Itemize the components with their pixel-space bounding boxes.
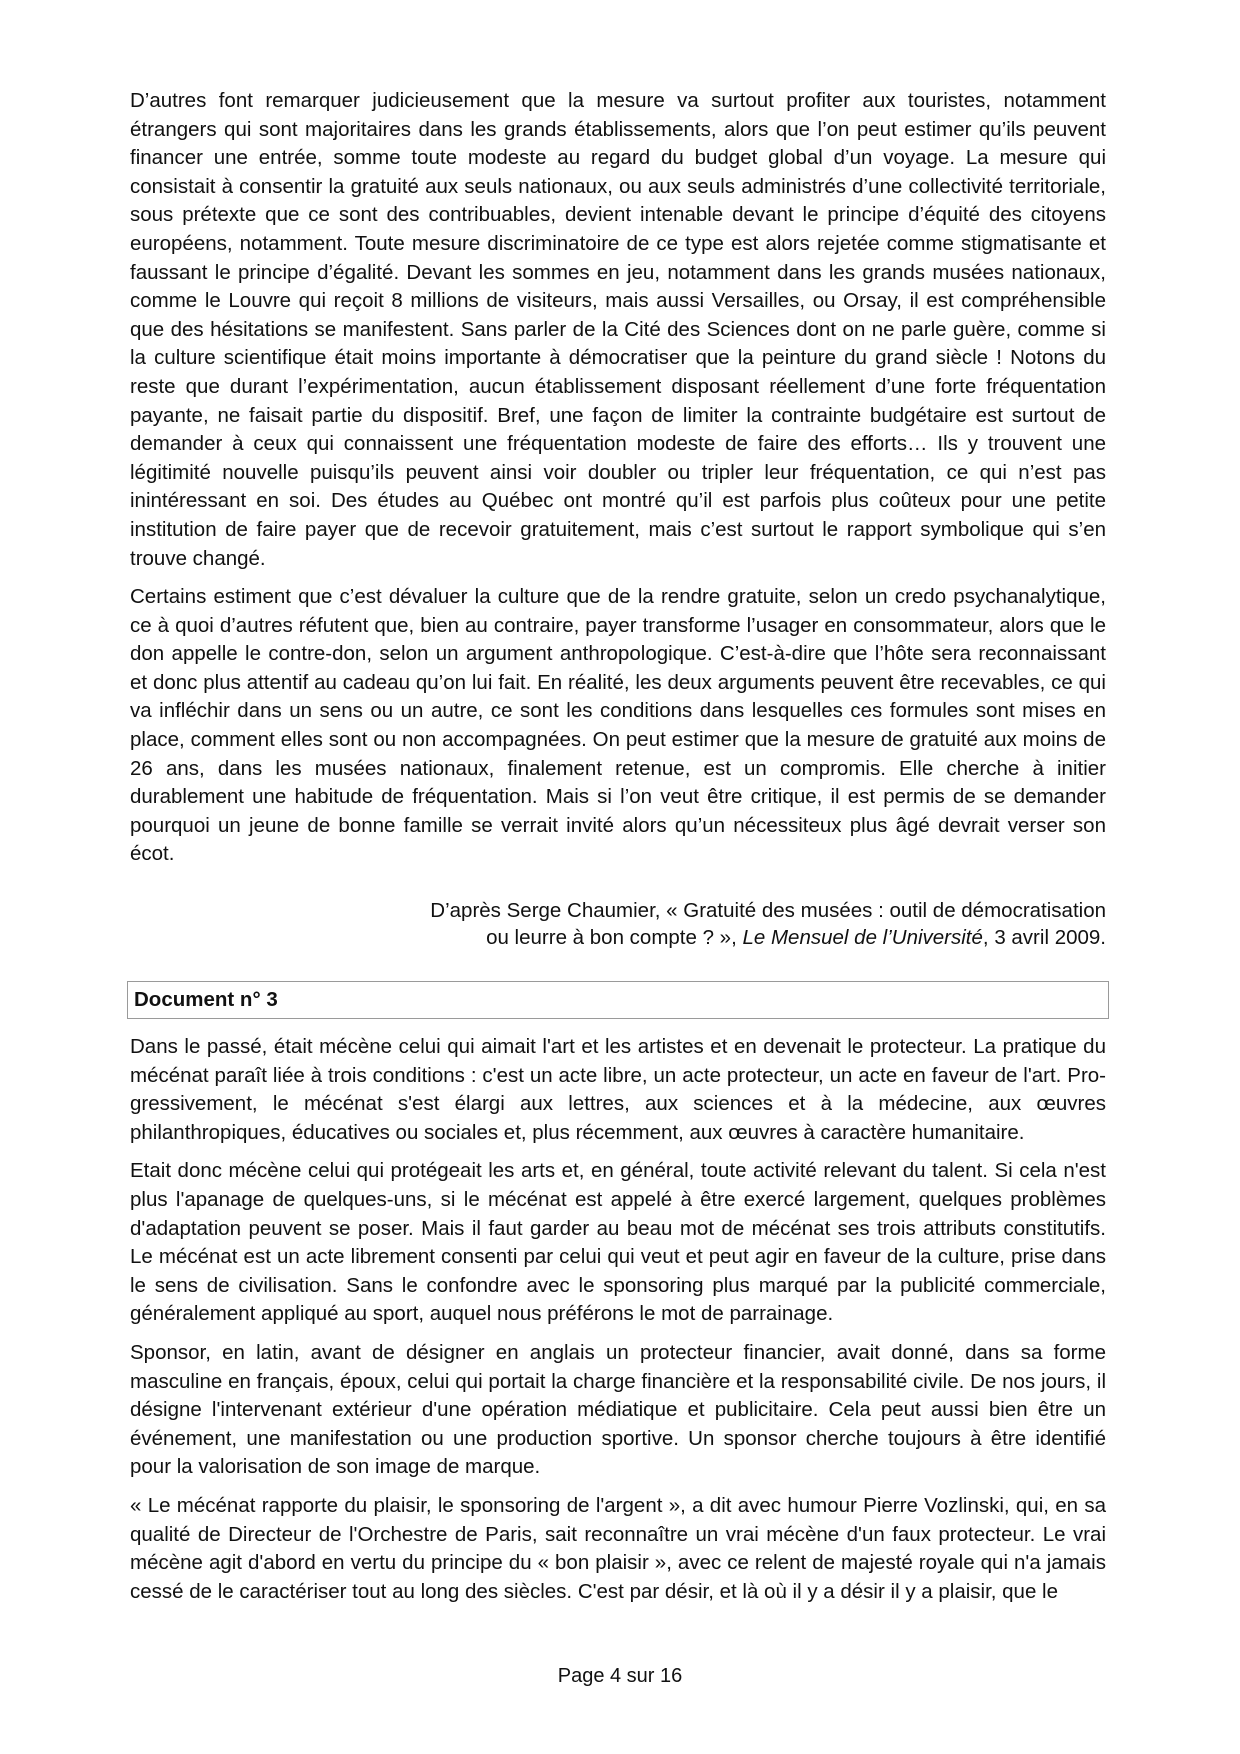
- document-header: Document n° 3: [127, 981, 1109, 1019]
- paragraph-plaisir: « Le mécénat rapporte du plaisir, le sponsoring de l'argent », a dit avec humour Pierre Vozlinski, qui, en sa qualité de Directeur de l'Orchestre de Paris, sait reconnaître un vrai mécène d'un faux protecteur. Le vrai mécène agit d'abord en vertu du principe du « bon plaisir », avec ce relent de majesté royale qui n'a jamais cessé de le caractériser tout au long des siècles. C'est par désir, et là où il y a désir il y a plaisir, que le: [130, 1493, 1106, 1603]
- citation-line-2-prefix: ou leurre à bon compte ? »,: [486, 926, 743, 950]
- paragraph-mecene-arts: Etait donc mécène celui qui protégeait les arts et, en général, toute activité relevant du talent. Si cela n'est plus l'apanage de quelques-uns, si le mécénat est appelé à être exercé largement, quelques problèmes d'adaptation peuvent se poser. Mais il faut garder au beau mot de mécénat ses trois attributs constitutifs. Le mécénat est un acte librement consenti par celui qui veut et peut agir en faveur de la culture, prise dans le sens de civilisation. Sans le confondre avec le sponsoring plus marqué par la publicité commerciale, généralement appliqué au sport, auquel nous préférons le mot de parrainage.: [130, 1159, 1106, 1326]
- citation-line-1: D’après Serge Chaumier, « Gratuité des musées : outil de démocratisation: [430, 899, 1106, 923]
- page-number: Page 4 sur 16: [557, 1665, 683, 1687]
- citation-line-2-suffix: , 3 avril 2009.: [982, 926, 1106, 950]
- citation-journal: Le Mensuel de l’Université: [742, 926, 983, 950]
- citation-line-2: [130, 924, 1106, 951]
- paragraph-sponsor: Sponsor, en latin, avant de désigner en anglais un protecteur financier, avait donné, dans sa forme masculine en français, époux, celui qui portait la charge financière et la responsabilité civile. De nos jours, il désigne l'intervenant extérieur d'une opération médiatique et publicitaire. Cela peut aussi bien être un événement, une manifestation ou une production sportive. Un sponsor cherche toujours à être identifié pour la valorisation de son image de marque.: [130, 1340, 1106, 1479]
- paragraph-mecene-past: Dans le passé, était mécène celui qui aimait l'art et les artistes et en devenait le protecteur. La pratique du mécénat paraît liée à trois conditions : c'est un acte libre, un acte protecteur, un acte en faveur de l'art. Pro-gressivement, le mécénat s'est élargi aux lettres, aux sciences et à la médecine, aux œuvres philanthropiques, éducatives ou sociales et, plus récemment, aux œuvres à caractère humanitaire.: [130, 1035, 1106, 1144]
- paragraph-tourists: D’autres font remarquer judicieusement que la mesure va surtout profiter aux touristes, notamment étrangers qui sont majoritaires dans les grands établissements, alors que l’on peut estimer qu’ils peuvent financer une entrée, somme toute modeste au regard du budget global d’un voyage. La mesure qui consistait à consentir la gratuité aux seuls nationaux, ou aux seuls administrés d’une collectivité territoriale, sous prétexte que ce sont des contribuables, devient intenable devant le principe d’équité des citoyens européens, notamment. Toute mesure discriminatoire de ce type est alors rejetée comme stigmatisante et faussant le principe d’égalité. Devant les sommes en jeu, notamment dans les grands musées nationaux, comme le Louvre qui reçoit 8 millions de visiteurs, mais aussi Versailles, ou Orsay, il est compréhensible que des hésitations se manifestent. Sans parler de la Cité des Sciences dont on ne parle guère, comme si la culture scientifique était moins importante à démocratiser que la peinture du grand siècle ! Notons du reste que durant l’expérimentation, aucun établissement disposant réellement d’une forte fréquentation payante, ne faisait partie du dispositif. Bref, une façon de limiter la contrainte budgétaire est surtout de demander à ceux qui connaissent une fréquentation modeste de faire des efforts… Ils y trouvent une légitimité nouvelle puisqu’ils peuvent ainsi voir doubler ou tripler leur fréquentation, ce qui n’est pas inintéressant en soi. Des études au Québec ont montré qu’il est parfois plus coûteux pour une petite institution de faire payer que de recevoir gratuitement, mais c’est surtout le rapport symbolique qui s’en trouve changé.: [130, 89, 1106, 570]
- page-content: [130, 87, 1106, 1616]
- paragraph-culture-value: Certains estiment que c’est dévaluer la culture que de la rendre gratuite, selon un credo psychanalytique, ce à quoi d’autres réfutent que, bien au contraire, payer transforme l’usager en consommateur, alors que le don appelle le contre-don, selon un argument anthropologique. C’est-à-dire que l’hôte sera reconnaissant et donc plus attentif au cadeau qu’on lui fait. En réalité, les deux arguments peuvent être recevables, ce qui va infléchir dans un sens ou un autre, ce sont les conditions dans lesquelles ces formules sont mises en place, comment elles sont ou non accompagnées. On peut estimer que la mesure de gratuité aux moins de 26 ans, dans les musées nationaux, finalement retenue, est un compromis. Elle cherche à initier durablement une habitude de fréquentation. Mais si l’on veut être critique, il est permis de se demander pourquoi un jeune de bonne famille se verrait invité alors qu’un nécessiteux plus âgé devrait verser son écot.: [130, 585, 1106, 866]
- source-citation: [130, 897, 1106, 951]
